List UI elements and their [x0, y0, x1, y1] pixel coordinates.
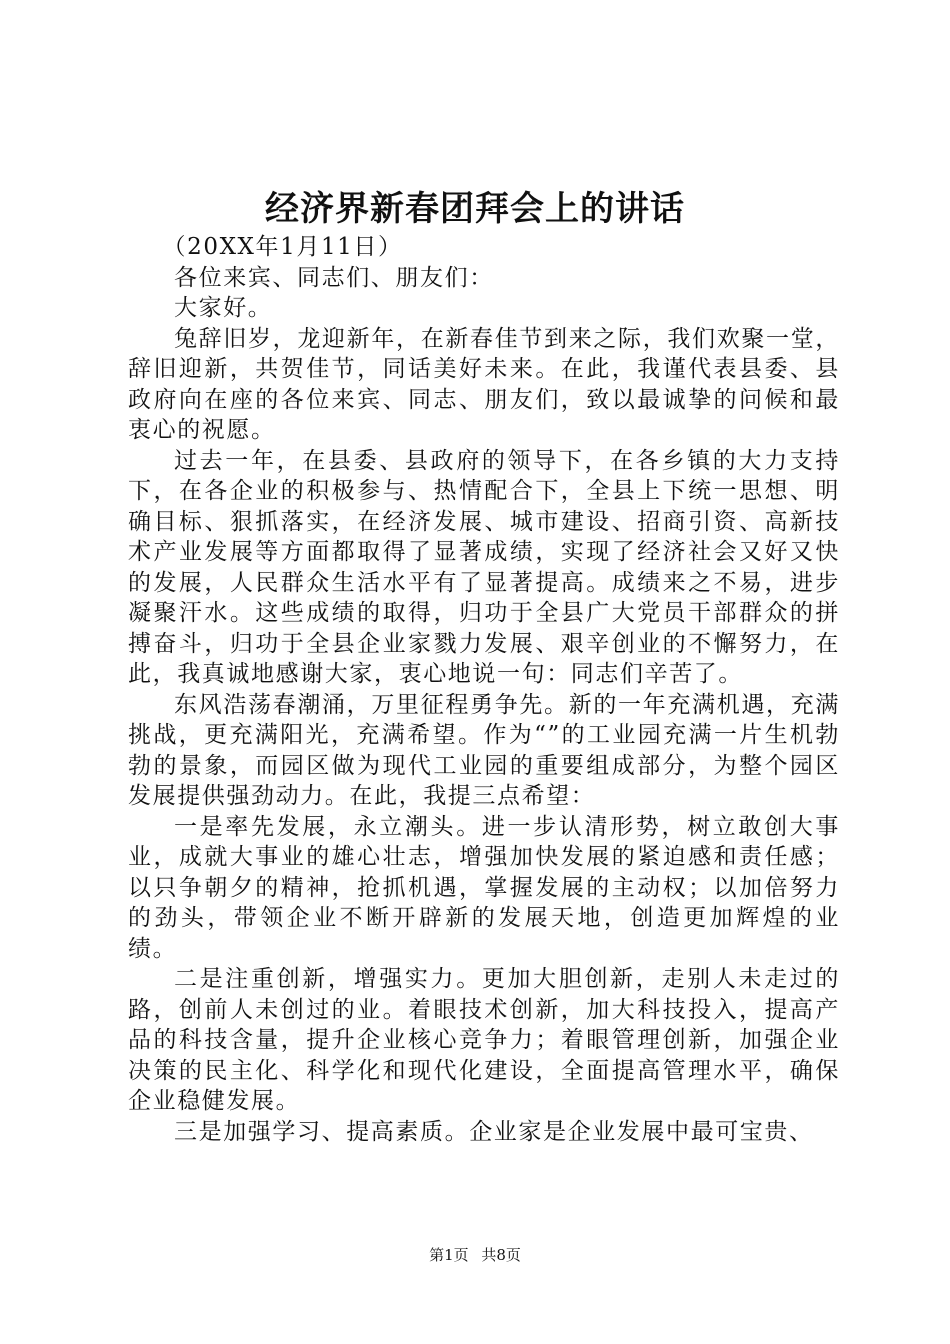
paragraph: 东风浩荡春潮涌，万里征程勇争先。新的一年充满机遇，充满挑战，更充满阳光，充满希望。作为“”的工业园充满一片生机勃勃的景象，而园区做为现代工业园的重要组成部分，为整个园区发展提供强劲动力。在此，我提三点希望：	[128, 691, 840, 809]
page-number: 第1页	[429, 1246, 469, 1264]
paragraph: 各位来宾、同志们、朋友们：	[174, 264, 494, 291]
document-title: 经济界新春团拜会上的讲话	[265, 189, 685, 229]
page-total: 共8页	[481, 1246, 521, 1264]
paragraph: 二是注重创新，增强实力。更加大胆创新，走别人未走过的路，创前人未创过的业。着眼技术创新，加大科技投入，提高产品的科技含量，提升企业核心竞争力；着眼管理创新，加强企业决策的民主化、科学化和现代化建设，全面提高管理水平，确保企业稳健发展。	[128, 966, 840, 1114]
page-footer	[0, 1245, 950, 1265]
paragraph: 三是加强学习、提高素质。企业家是企业发展中最可宝贵、	[174, 1118, 814, 1145]
paragraph: 大家好。	[174, 295, 273, 321]
document-body	[128, 232, 840, 1147]
paragraph: 过去一年，在县委、县政府的领导下，在各乡镇的大力支持下，在各企业的积极参与、热情配合下，全县上下统一思想、明确目标、狠抓落实，在经济发展、城市建设、招商引资、高新技术产业发展等方面都取得了显著成绩，实现了经济社会又好又快的发展，人民群众生活水平有了显著提高。成绩来之不易，进步凝聚汗水。这些成绩的取得，归功于全县广大党员干部群众的拼搏奋斗，归功于全县企业家戮力发展、艰辛创业的不懈努力，在此，我真诚地感谢大家，衷心地说一句：同志们辛苦了。	[128, 447, 840, 687]
date-line: （20XX年1月11日）	[162, 234, 403, 260]
paragraph: 兔辞旧岁，龙迎新年，在新春佳节到来之际，我们欢聚一堂，辞旧迎新，共贺佳节，同话美好未来。在此，我谨代表县委、县政府向在座的各位来宾、同志、朋友们，致以最诚挚的问候和最衷心的祝愿。	[128, 325, 840, 443]
paragraph: 一是率先发展，永立潮头。进一步认清形势，树立敢创大事业，成就大事业的雄心壮志，增强加快发展的紧迫感和责任感；以只争朝夕的精神，抢抓机遇，掌握发展的主动权；以加倍努力的劲头，带领企业不断开辟新的发展天地，创造更加辉煌的业绩。	[128, 813, 840, 962]
